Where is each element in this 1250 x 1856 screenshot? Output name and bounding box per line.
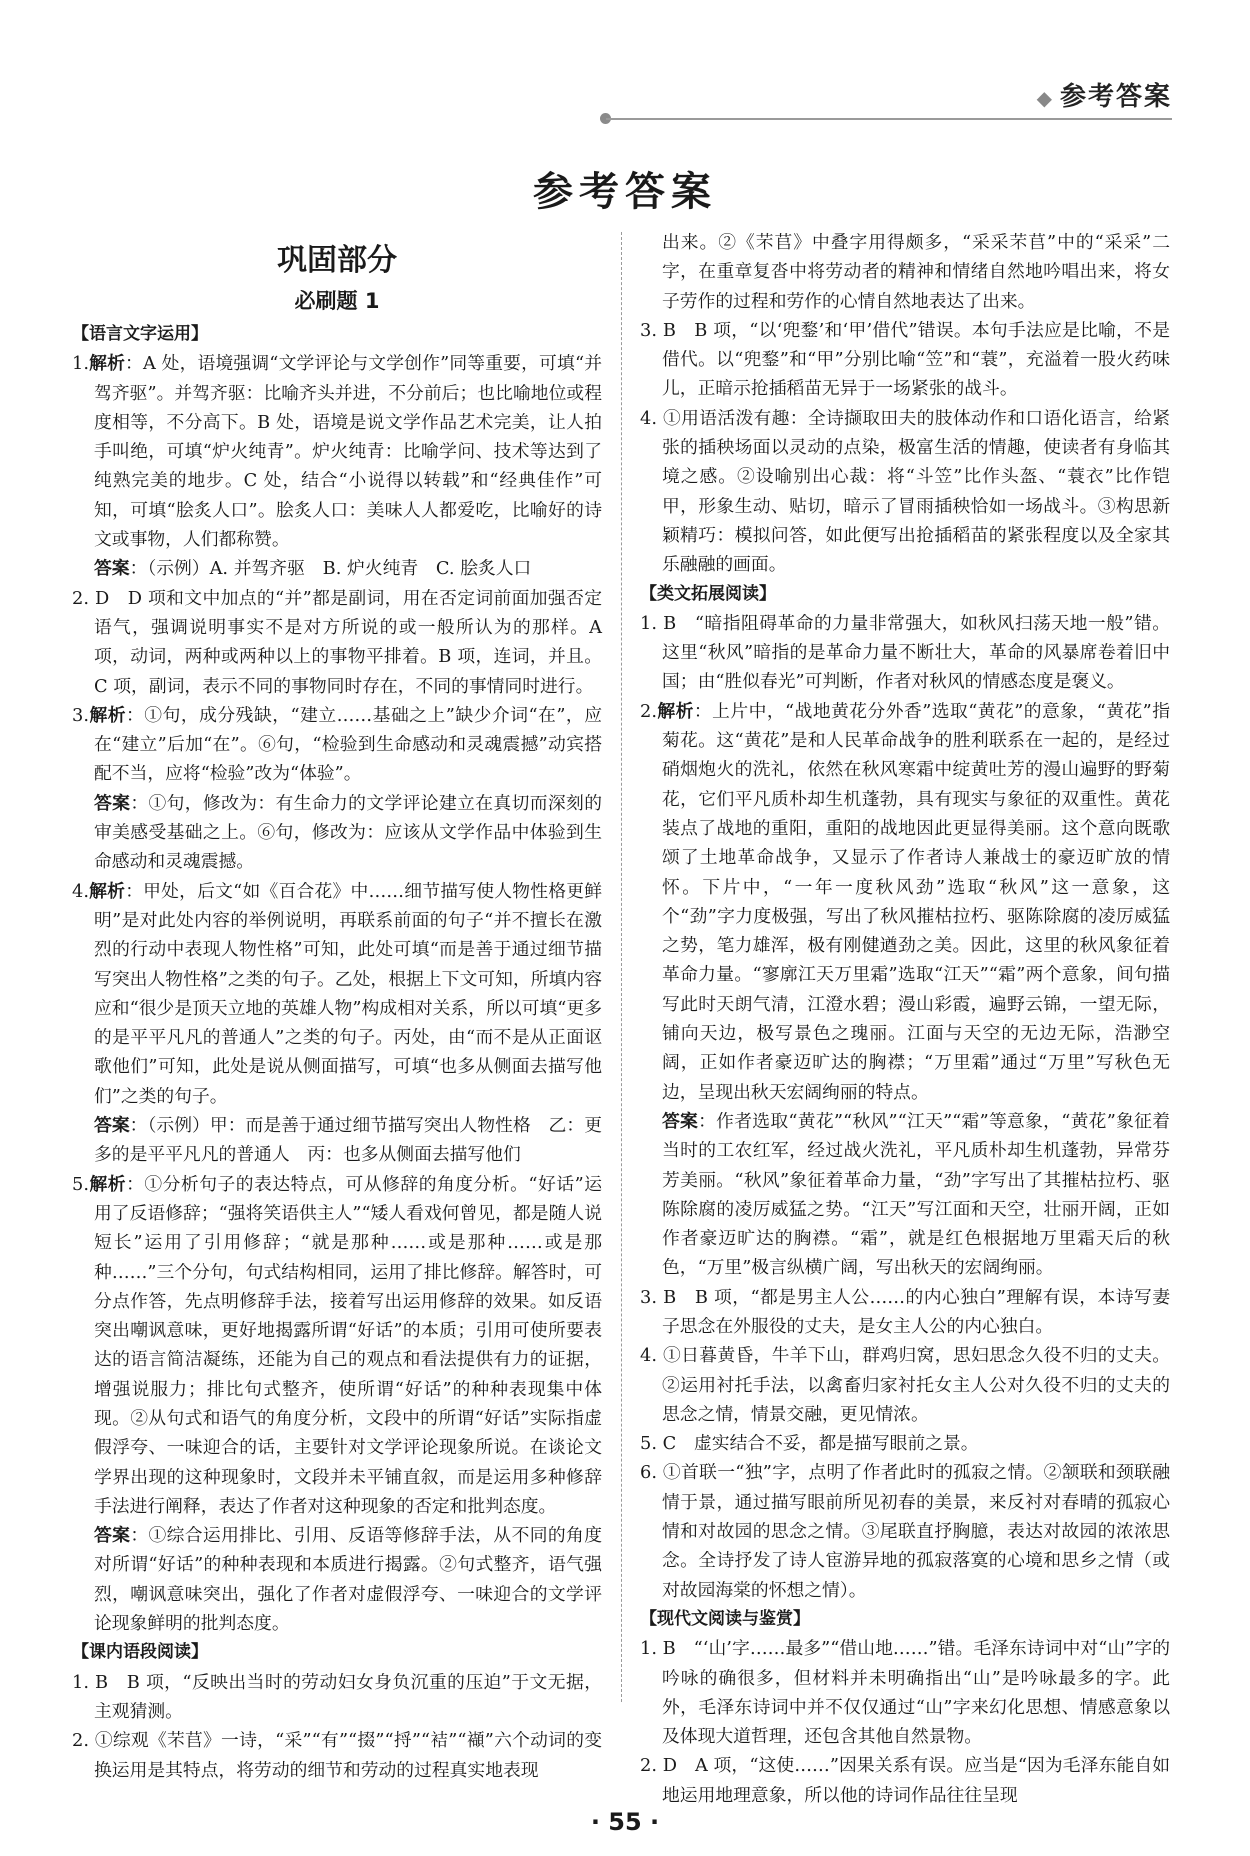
extended-1: 1. B “暗指阻碍革命的力量非常强大，如秋风扫荡天地一般”错。这里“秋风”暗指的是革命力量不断壮大，革命的风暴席卷着旧中国；由“胜似春光”可判断，作者对秋风的情感态度是褒义。: [640, 612, 1170, 693]
extended-4: 4. ①日暮黄昏，牛羊下山，群鸡归窝，思妇思念久役不归的丈夫。②运用衬托手法，以禽畜归家衬托女主人公对久役不归的丈夫的思念之情，情景交融，更见情浓。: [640, 1345, 1170, 1425]
section-heading-language: 【语言文字运用】: [72, 324, 208, 344]
extended-3: 3. B B 项，“都是男主人公……的内心独白”理解有误，本诗写妻子思念在外服役的丈夫，是女主人公的内心独白。: [640, 1286, 1170, 1337]
modern-2: 2. D A 项，“这使……”因果关系有误。应当是“因为毛泽东能自如地运用地理意象，所以他的诗词作品往往呈现: [640, 1755, 1170, 1806]
page-title: 参考答案: [533, 168, 717, 215]
diamond-icon: ◆: [1036, 86, 1054, 110]
question-4: 4.解析：甲处，后文“如《百合花》中……细节描写使人物性格更鲜明”是对此处内容的举例说明，再联系前面的句子“并不擅长在激烈的行动中表现人物性格”可知，此处可填“而是善于通过细节描写突出人物性格”之类的句子。乙处，根据上下文可知，所填内容应和“很少是顶天立地的英雄人物”构成相对关系，所以可填“更多的是平平凡凡的普通人”之类的句子。丙处，由“而不是从正面讴歌他们”可知，此处是说从侧面描写，可填“也多从侧面去描写他们”之类的句子。: [72, 880, 602, 1107]
page-number: · 55 ·: [590, 1808, 660, 1836]
modern-1: 1. B “‘山’字……最多”“借山地……”错。毛泽东诗词中对“山”字的吟咏的确很多，但材料并未明确指出“山”是吟咏最多的字。此外，毛泽东诗词中并不仅仅通过“山”字来幻化思想、情感意象以及体现大道哲理，还包含其他自然景物。: [640, 1638, 1170, 1748]
left-column: [72, 228, 602, 1785]
question-2: 2. D D 项和文中加点的“并”都是副词，用在否定词前面加强否定语气，强调说明事实不是对方所说的或一般所认为的那样。A 项，动词，两种或两种以上的事物平排着。B 项，连词，并且。C 项，副词，表示不同的事物同时存在，不同的事情同时进行。: [72, 587, 602, 697]
reading-2: 2. ①综观《芣苢》一诗，“采”“有”“掇”“捋”“袺”“襭”六个动词的变换运用是其特点，将劳动的细节和劳动的过程真实地表现: [72, 1730, 602, 1781]
header-rule: [606, 118, 1172, 120]
reading-1: 1. B B 项，“反映出当时的劳动妇女身负沉重的压迫”于文无据，主观猜测。: [72, 1671, 602, 1722]
section-heading-modern: 【现代文阅读与鉴赏】: [640, 1608, 810, 1629]
answer-1: 答案：（示例）A. 并驾齐驱 B. 炉火纯青 C. 脍炙人口: [94, 558, 532, 580]
question-5: 5.解析：①分析句子的表达特点，可从修辞的角度分析。“好话”运用了反语修辞；“强将笑语供主人”“矮人看戏何曾见，都是随人说短长”运用了引用修辞；“就是那种……或是那种……或是那种……”三个分句，句式结构相同，运用了排比修辞。解答时，可分点作答，先点明修辞手法，接着写出运用修辞的效果。如反语突出嘲讽意味，更好地揭露所谓“好话”的本质；引用可使所要表达的语言简洁凝练，还能为自己的观点和看法提供有力的证据，增强说服力；排比句式整齐，使所谓“好话”的种种表现集中体现。②从句式和语气的角度分析，文段中的所谓“好话”实际指虚假浮夸、一味迎合的话，主要针对文学评论现象所说。在谈论文学界出现的这种现象时，文段并未平铺直叙，而是运用多种修辞手法进行阐释，表达了作者对这种现象的否定和批判态度。: [72, 1173, 602, 1517]
column-divider: [621, 232, 622, 1702]
reading-2-continued: 出来。②《芣苢》中叠字用得颇多，“采采芣苢”中的“采采”二字，在重章复沓中将劳动者的精神和情绪自然地吟唱出来，将女子劳作的过程和劳作的心情自然地表达了出来。: [662, 232, 1170, 312]
extended-2-answer: 答案：作者选取“黄花”“秋风”“江天”“霜”等意象，“黄花”象征着当时的工农红军，经过战火洗礼，平凡质朴却生机蓬勃，异常芬芳美丽。“秋风”象征着革命力量，“劲”字写出了其摧枯拉朽、驱陈除腐的凌厉威猛之势。“江天”写江面和天空，壮丽开阔，正如作者豪迈旷达的胸襟。“霜”，就是红色根据地万里霜天后的秋色，“万里”极言纵横广阔，写出秋天的宏阔绚丽。: [662, 1110, 1170, 1279]
question-3: 3.解析：①句，成分残缺，“建立……基础之上”缺少介词“在”，应在“建立”后加“在”。⑥句，“检验到生命感动和灵魂震撼”动宾搭配不当，应将“检验”改为“体验”。: [72, 704, 602, 785]
question-1: 1.解析：A 处，语境强调“文学评论与文学创作”同等重要，可填“并驾齐驱”。并驾齐驱：比喻齐头并进，不分前后；也比喻地位或程度相等，不分高下。B 处，语境是说文学作品艺术完美，让人拍手叫绝，可填“炉火纯青”。炉火纯青：比喻学问、技术等达到了纯熟完美的地步。C 处，结合“小说得以转载”和“经典佳作”可知，可填“脍炙人口”。脍炙人口：美味人人都爱吃，比喻好的诗文或事物，人们都称赞。: [72, 353, 602, 551]
answer-3: 答案：①句，修改为：有生命力的文学评论建立在真切而深刻的审美感受基础之上。⑥句，修改为：应该从文学作品中体验到生命感动和灵魂震撼。: [94, 792, 602, 873]
extended-5: 5. C 虚实结合不妥，都是描写眼前之景。: [640, 1433, 979, 1455]
section-heading-extended: 【类文拓展阅读】: [640, 583, 776, 604]
part-title: 巩固部分: [277, 243, 397, 278]
extended-6: 6. ①首联一“独”字，点明了作者此时的孤寂之情。②颔联和颈联融情于景，通过描写眼前所见初春的美景，来反衬对春晴的孤寂心情和对故园的思念之情。③尾联直抒胸臆，表达对故园的浓浓思念。全诗抒发了诗人宦游异地的孤寂落寞的心境和思乡之情（或对故园海棠的怀想之情）。: [640, 1462, 1170, 1601]
reading-4: 4. ①用语活泼有趣：全诗撷取田夫的肢体动作和口语化语言，给紧张的插秧场面以灵动的点染，极富生活的情趣，使读者有身临其境之感。②设喻别出心裁：将“斗笠”比作头盔、“蓑衣”比作铠甲，形象生动、贴切，暗示了冒雨插秧恰如一场战斗。③构思新颖精巧：模拟问答，如此便写出抢插稻苗的紧张程度以及全家其乐融融的画面。: [640, 407, 1170, 576]
header-section-tag: [1037, 76, 1172, 113]
reading-3: 3. B B 项，“以‘兜鍪’和‘甲’借代”错误。本句手法应是比喻，不是借代。以“兜鍪”和“甲”分别比喻“笠”和“蓑”，充溢着一股火药味儿，正暗示抢插稻苗无异于一场紧张的战斗。: [640, 319, 1170, 400]
sub-title: 必刷题 1: [294, 289, 380, 313]
section-heading-in-class: 【课内语段阅读】: [72, 1642, 208, 1663]
answer-5: 答案：①综合运用排比、引用、反语等修辞手法，从不同的角度对所谓“好话”的种种表现和本质进行揭露。②句式整齐，语气强烈，嘲讽意味突出，强化了作者对虚假浮夸、一味迎合的文学评论现象鲜明的批判态度。: [94, 1525, 602, 1635]
header-tag-label: 参考答案: [1059, 82, 1172, 112]
extended-2: 2.解析：上片中，“战地黄花分外香”选取“黄花”的意象，“黄花”指菊花。这“黄花”是和人民革命战争的胜利联系在一起的，是经过硝烟炮火的洗礼，依然在秋风寒霜中绽黄吐芳的漫山遍野的野菊花，它们平凡质朴却生机蓬勃，具有现实与象征的双重性。黄花装点了战地的重阳，重阳的战地因此更显得美丽。这个意向既歌颂了土地革命战争，又显示了作者诗人兼战士的豪迈旷放的情怀。下片中，“一年一度秋风劲”选取“秋风”这一意象，这个“劲”字力度极强，写出了秋风摧枯拉朽、驱陈除腐的凌厉威猛之势，笔力雄浑，极有刚健遒劲之美。因此，这里的秋风象征着革命力量。“寥廓江天万里霜”选取“江天”“霜”两个意象，间句描写此时天朗气清，江澄水碧；漫山彩霞，遍野云锦，一望无际，铺向天边，极写景色之瑰丽。江面与天空的无边无际，浩渺空阔，正如作者豪迈旷达的胸襟；“万里霜”通过“万里”写秋色无边，呈现出秋天宏阔绚丽的特点。: [640, 700, 1170, 1103]
answer-4: 答案：（示例）甲：而是善于通过细节描写突出人物性格 乙：更多的是平平凡凡的普通人 丙：也多从侧面去描写他们: [94, 1115, 602, 1166]
right-column: [640, 228, 1170, 1810]
